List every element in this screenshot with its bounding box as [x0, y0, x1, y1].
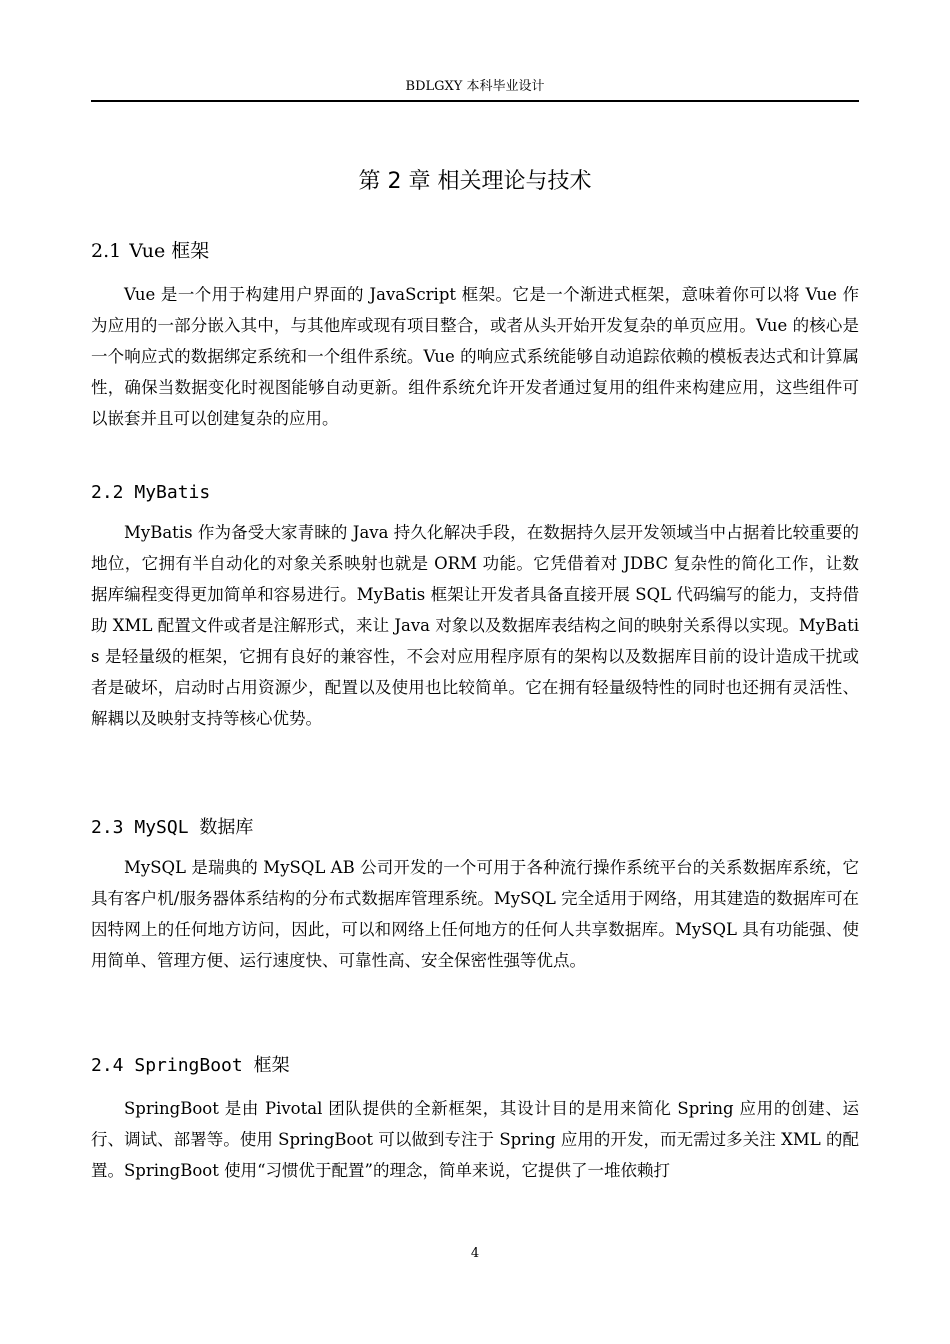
- section-heading-2-2: [91, 480, 210, 506]
- header-rule: [91, 100, 859, 102]
- section-number: 2.1: [91, 240, 122, 262]
- section-paragraph-2-3: MySQL 是瑞典的 MySQL AB 公司开发的一个可用于各种流行操作系统平台的关系数据库系统，它具有客户机/服务器体系结构的分布式数据库管理系统。MySQL 完全适用于网络，用其建造的数据库可在因特网上的任何地方访问，因此，可以和网络上任何地方的任何人共享数据库。MySQL 具有功能强、使用简单、管理方便、运行速度快、可靠性高、安全保密性强等优点。: [91, 858, 859, 970]
- section-paragraph-2-4: SpringBoot 是由 Pivotal 团队提供的全新框架，其设计目的是用来简化 Spring 应用的创建、运行、调试、部署等。使用 SpringBoot 可以做到专注于 Spring 应用的开发，而无需过多关注 XML 的配置。SpringBoot 使用“习惯优于配置”的理念，简单来说，它提供了一堆依赖打: [91, 1099, 859, 1180]
- section-paragraph-2-2: MyBatis 作为备受大家青睐的 Java 持久化解决手段，在数据持久层开发领域当中占据着比较重要的地位，它拥有半自动化的对象关系映射也就是 ORM 功能。它凭借着对 JDBC 复杂性的简化工作，让数据库编程变得更加简单和容易进行。MyBatis 框架让开发者具备直接开展 SQL 代码编写的能力，支持借助 XML 配置文件或者是注解形式，来让 Java 对象以及数据库表结构之间的映射关系得以实现。MyBatis 是轻量级的框架，它拥有良好的兼容性，不会对应用程序原有的架构以及数据库目前的设计造成干扰或者是破坏，启动时占用资源少，配置以及使用也比较简单。它在拥有轻量级特性的同时也还拥有灵活性、解耦以及映射支持等核心优势。: [91, 523, 859, 728]
- section-title: MyBatis: [134, 482, 211, 503]
- section-number: 2.2: [91, 482, 124, 503]
- chapter-title: 第 2 章 相关理论与技术: [358, 169, 592, 194]
- section-number: 2.3: [91, 817, 124, 838]
- page-number: 4: [470, 1246, 480, 1261]
- section-title: Vue 框架: [129, 240, 210, 262]
- section-title: SpringBoot 框架: [134, 1055, 290, 1076]
- running-header: BDLGXY 本科毕业设计: [405, 79, 545, 94]
- section-heading-2-3: [91, 815, 253, 841]
- section-paragraph-2-1: Vue 是一个用于构建用户界面的 JavaScript 框架。它是一个渐进式框架，意味着你可以将 Vue 作为应用的一部分嵌入其中，与其他库或现有项目整合，或者从头开始开发复杂的单页应用。Vue 的核心是一个响应式的数据绑定系统和一个组件系统。Vue 的响应式系统能够自动追踪依赖的模板表达式和计算属性，确保当数据变化时视图能够自动更新。组件系统允许开发者通过复用的组件来构建应用，这些组件可以嵌套并且可以创建复杂的应用。: [91, 285, 859, 428]
- section-heading-2-1: [91, 238, 209, 264]
- section-number: 2.4: [91, 1055, 124, 1076]
- section-title: MySQL 数据库: [134, 817, 254, 838]
- section-heading-2-4: [91, 1053, 290, 1079]
